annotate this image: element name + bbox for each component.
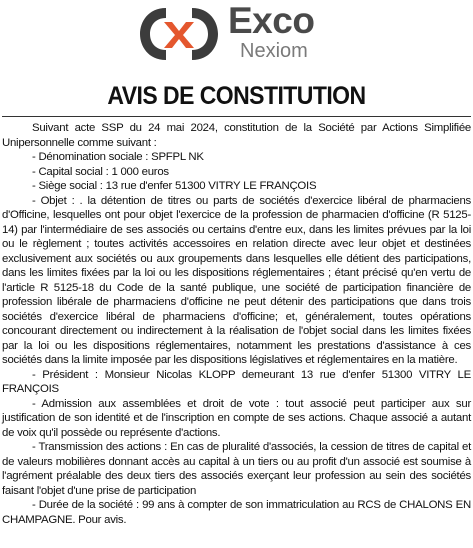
notice-body <box>2 121 471 527</box>
title-divider <box>2 116 471 117</box>
exco-nexiom-logo <box>136 2 356 66</box>
purpose-item: - Objet : . la détention de titres ou parts de sociétés d'exercice libéral de pharmaciens d'Officine, lesquelles ont pour objet l'exercice de la profession de pharmacien d'officine (R 5125-14) par l'intermédiaire de ses associés ou certains d'entre eux, dans les limites prévues par la loi ou le règlement ; toutes activités accessoires en relation directe avec leur objet et destinées exclusivement aux sociétés ou aux groupements dans lesquelles elle détient des participations, dans les limites fixées par la loi ou les dispositions réglementaires ; étant précisé qu'en vertu de l'article R 5125-18 du Code de la santé publique, une société de participation financière de profession libérale de pharmaciens d'officine ne peut détenir des participations que dans trois sociétés d'exercice libéral de pharmaciens d'officine; et, généralement, toutes opérations concourant directement ou indirectement à la réalisation de l'objet social dans les limites fixées par la loi ou les dispositions réglementaires, notamment les prestations d'assistance à ces sociétés dans la limite imposée par les dispositions législatives et réglementaires en la matière. <box>2 194 471 366</box>
share-transfer-item: - Transmission des actions : En cas de pluralité d'associés, la cession de titres de capital et de valeurs mobilières donnant accès au capital à un tiers ou au profit d'un associé est soumise à l'agrément préalable des deux tiers des associés exerçant leur profession au sein des sociétés faisant l'objet d'une prise de participation <box>2 441 471 497</box>
duration-item: - Durée de la société : 99 ans à compter de son immatriculation au RCS de CHALONS EN CHAMPAGNE. Pour avis. <box>2 499 471 526</box>
president-item: - Président : Monsieur Nicolas KLOPP demeurant 13 rue d'enfer 51300 VITRY LE FRANÇOIS <box>2 368 471 395</box>
logo-subtitle: Nexiom <box>240 40 308 62</box>
notice-title: AVIS DE CONSTITUTION <box>107 82 366 110</box>
logo-brand-name: Exco <box>228 0 315 41</box>
capital-item: - Capital social : 1 000 euros <box>32 165 169 178</box>
company-name-item: - Dénomination sociale : SPFPL NK <box>32 151 204 163</box>
intro-paragraph: Suivant acte SSP du 24 mai 2024, constitution de la Société par Actions Simplifiée Unipersonnelle comme suivant : <box>2 122 471 149</box>
registered-office-item: - Siège social : 13 rue d'enfer 51300 VITRY LE FRANÇOIS <box>32 180 317 192</box>
exco-logo-mark-icon <box>136 2 222 66</box>
voting-rights-item: - Admission aux assemblées et droit de vote : tout associé peut participer aux sur justification de son identité et de l'inscription en compte de ses actions. Chaque associé a autant de voix qu'il possède ou représente d'actions. <box>2 397 471 439</box>
